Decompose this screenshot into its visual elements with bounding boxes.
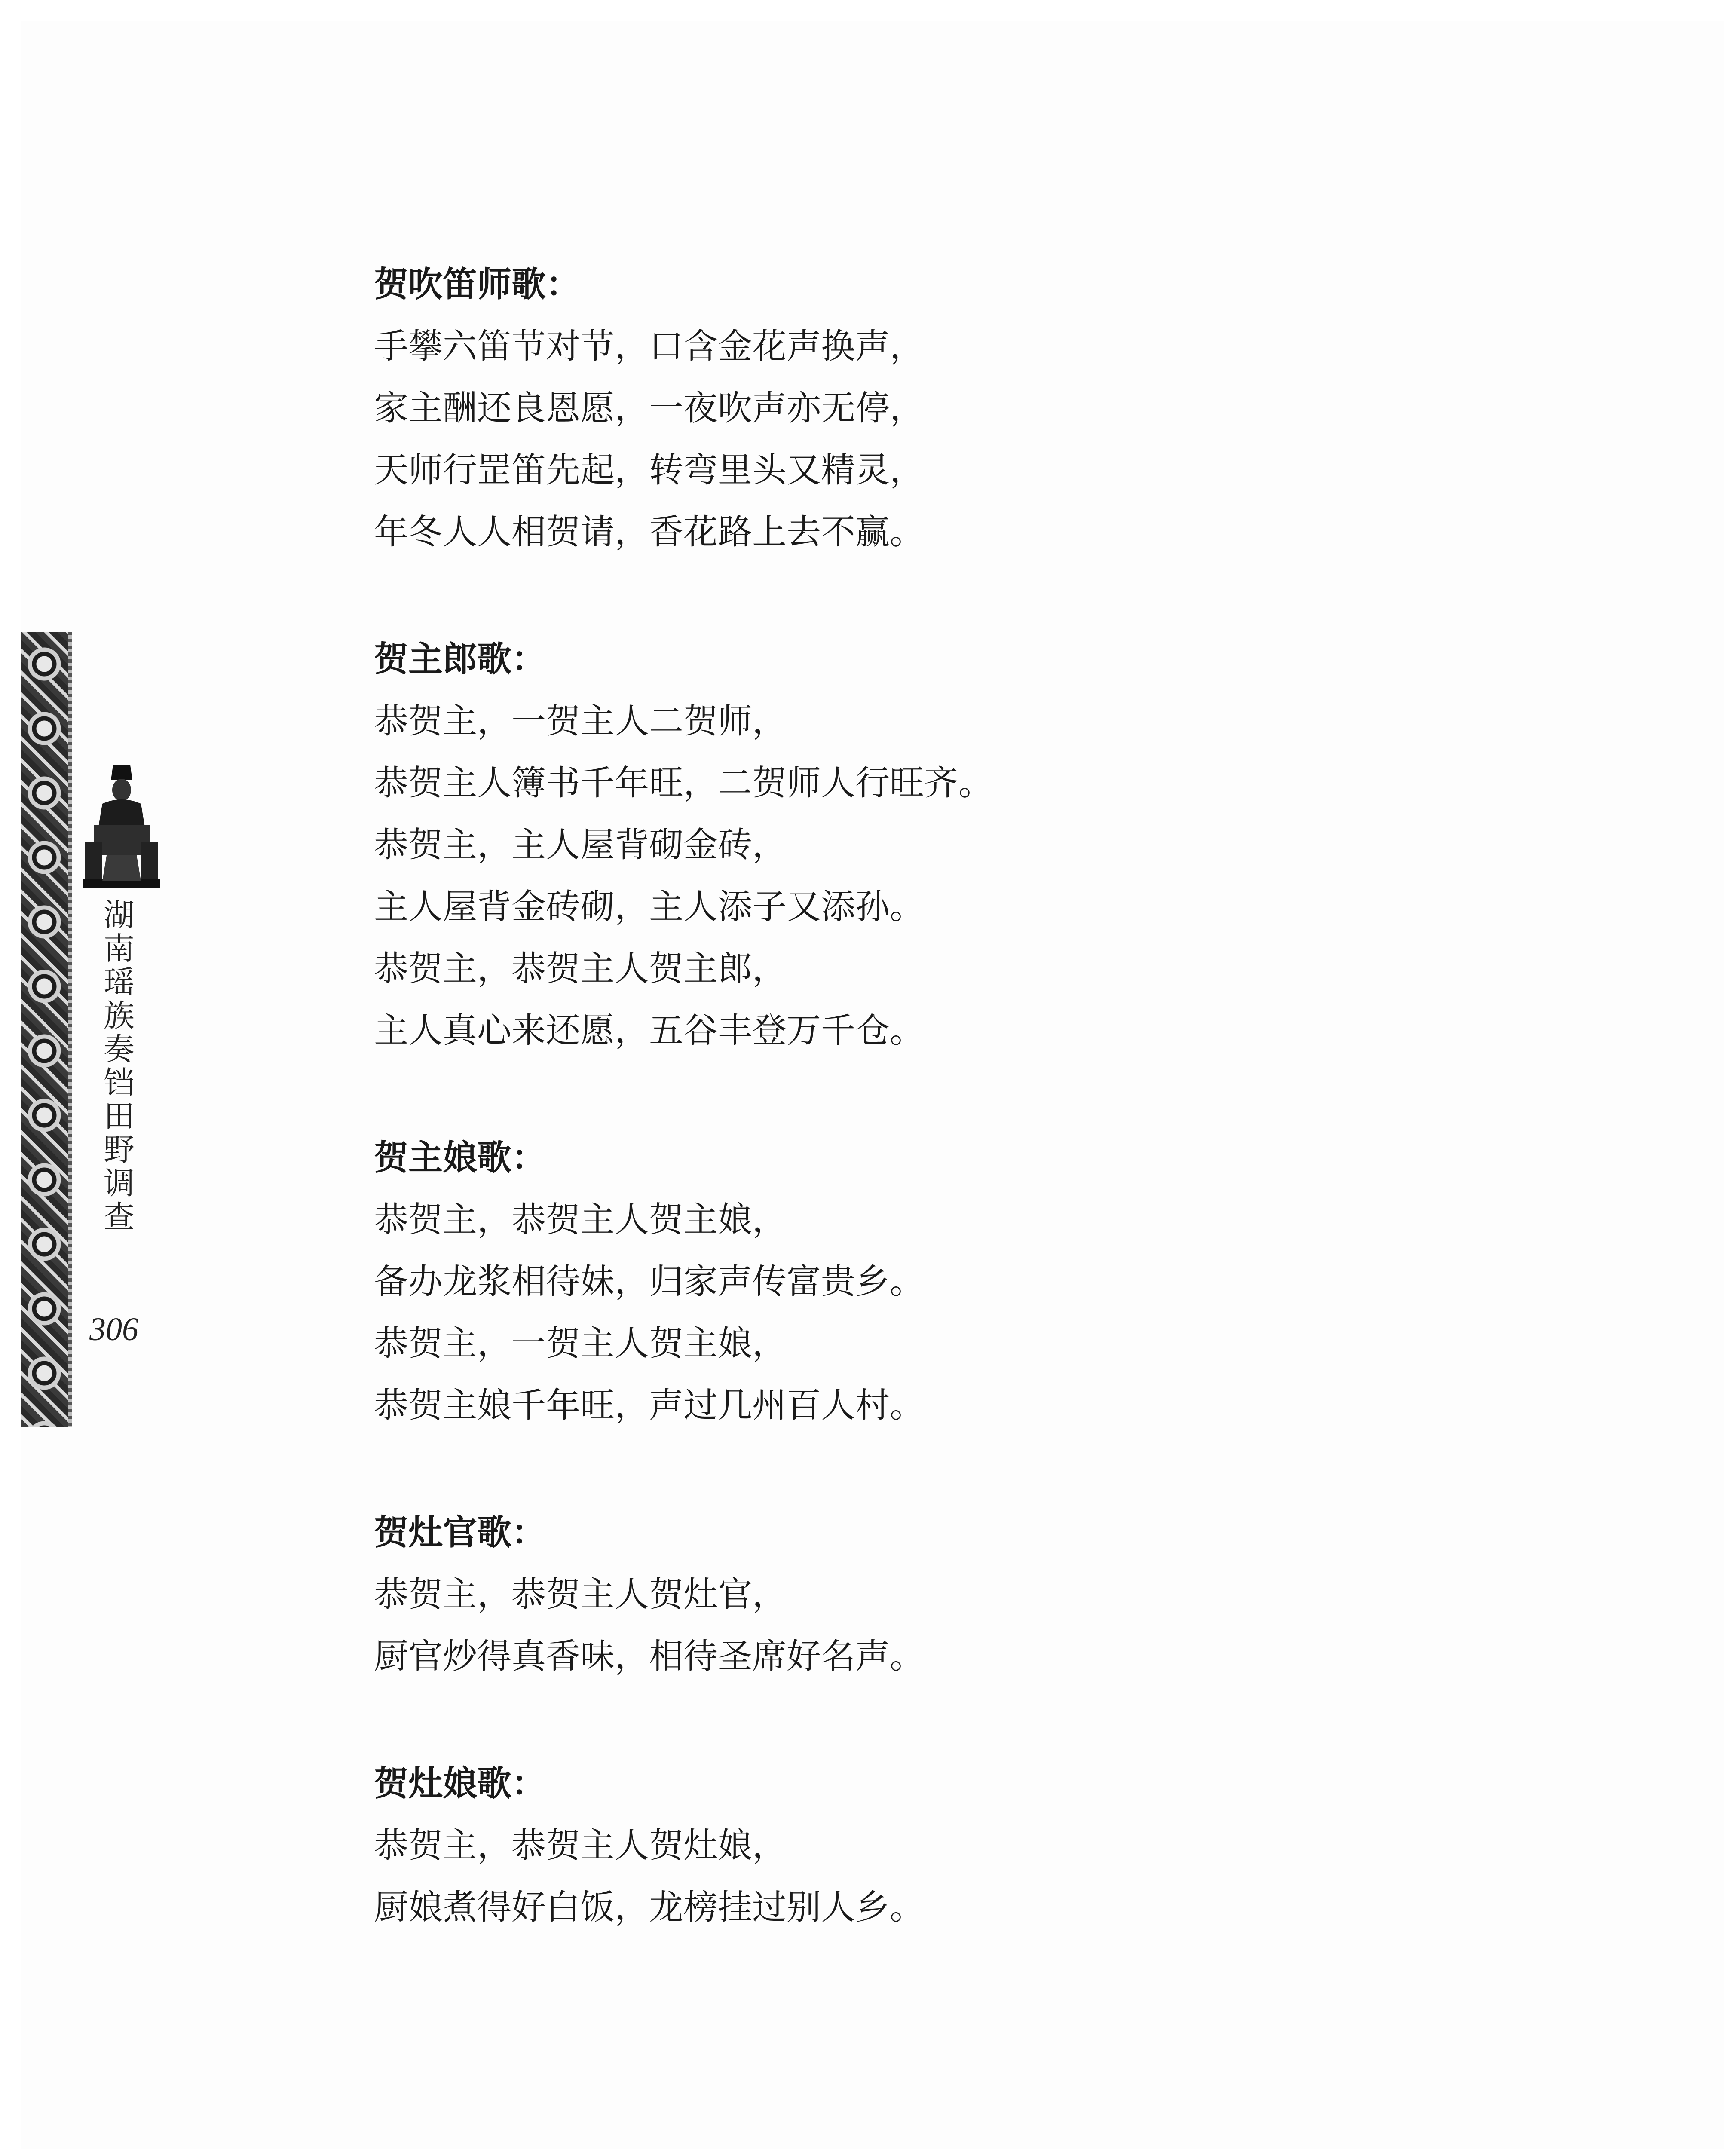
section-title: 贺吹笛师歌：: [374, 264, 580, 304]
verse-line: 厨娘煮得好白饭，龙榜挂过别人乡。: [374, 1887, 924, 1927]
section-title: 贺灶娘歌：: [374, 1763, 546, 1803]
verse-line: 恭贺主人簿书千年旺，二贺师人行旺齐。: [374, 763, 993, 803]
verse-line: 恭贺主，恭贺主人贺灶官，: [374, 1574, 787, 1614]
verse-line: 恭贺主，恭贺主人贺主郎，: [374, 949, 787, 989]
book-title-char: 田: [103, 1098, 135, 1134]
verse-line: 恭贺主，恭贺主人贺灶娘，: [374, 1825, 787, 1865]
seated-figure-illustration: [77, 756, 167, 894]
book-title-char: 瑶: [103, 964, 135, 1000]
verse-line: 恭贺主娘千年旺，声过几州百人村。: [374, 1385, 924, 1425]
song-section: [374, 1753, 1620, 1938]
book-title-char: 奏: [103, 1031, 135, 1067]
verse-line: 恭贺主，一贺主人贺主娘，: [374, 1323, 787, 1363]
verse-line: 备办龙浆相待妹，归家声传富贵乡。: [374, 1261, 924, 1301]
verse-line: 主人屋背金砖砌，主人添子又添孙。: [374, 887, 924, 927]
main-content: [374, 254, 1620, 2004]
section-title: 贺主郎歌：: [374, 639, 546, 679]
book-title-char: 野: [103, 1132, 135, 1168]
book-title-char: 湖: [103, 897, 135, 933]
verse-line: 天师行罡笛先起，转弯里头又精灵，: [374, 450, 924, 490]
song-section: [374, 1127, 1620, 1436]
book-title-char: 调: [103, 1165, 135, 1201]
verse-line: 恭贺主，一贺主人二贺师，: [374, 701, 787, 741]
song-section: [374, 1502, 1620, 1687]
book-title-char: 查: [103, 1199, 135, 1235]
book-title-char: 族: [103, 998, 135, 1034]
verse-line: 恭贺主，主人屋背砌金砖，: [374, 825, 787, 865]
verse-line: 厨官炒得真香味，相待圣席好名声。: [374, 1636, 924, 1676]
decorative-border-strip: [21, 632, 68, 1427]
page-number: 306: [89, 1311, 138, 1347]
verse-line: 主人真心来还愿，五谷丰登万千仓。: [374, 1010, 924, 1050]
book-title-char: 南: [103, 931, 135, 967]
verse-line: 年冬人人相贺请，香花路上去不赢。: [374, 512, 924, 552]
book-title-char: 铛: [103, 1065, 135, 1101]
verse-line: 手攀六笛节对节，口含金花声换声，: [374, 326, 924, 366]
section-title: 贺主娘歌：: [374, 1138, 546, 1178]
book-title-vertical: [95, 898, 143, 1234]
song-section: [374, 254, 1620, 563]
section-title: 贺灶官歌：: [374, 1512, 546, 1552]
verse-line: 家主酬还良恩愿，一夜吹声亦无停，: [374, 388, 924, 428]
verse-line: 恭贺主，恭贺主人贺主娘，: [374, 1200, 787, 1240]
song-section: [374, 628, 1620, 1062]
decorative-border-edge: [68, 632, 72, 1427]
